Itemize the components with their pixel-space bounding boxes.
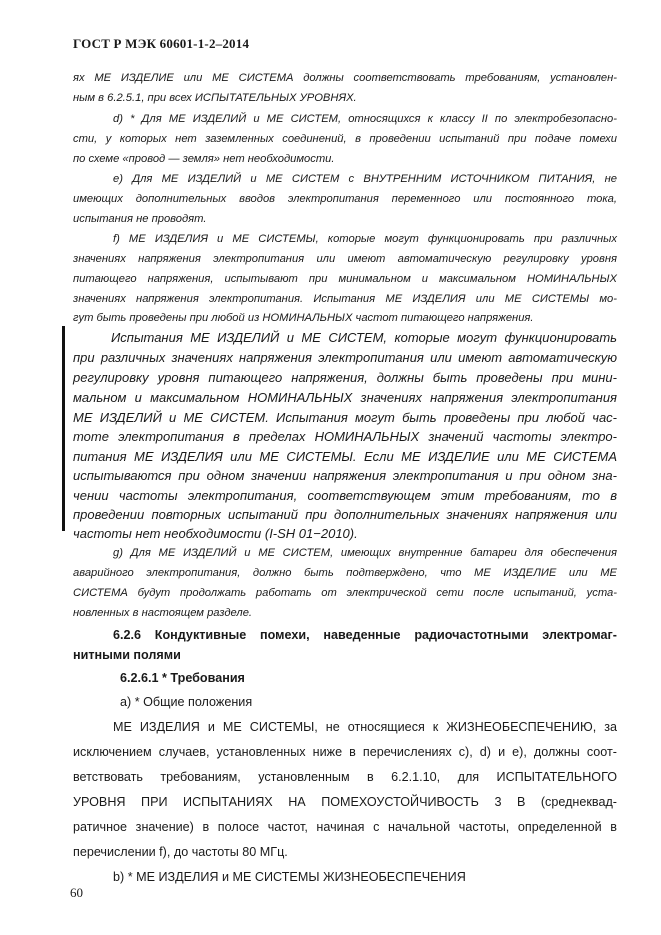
text-line: гут быть проведены при любой из НОМИНАЛЬНЫХ частот питающего напряжения. — [73, 312, 534, 324]
text-line: регулировку уровня питающего напряжения, должны быть проведены при мини- — [73, 370, 617, 385]
text-line: СИСТЕМА будут продолжать работать от электрической сети после испытаний, уста- — [73, 587, 617, 599]
text-line: Испытания МЕ ИЗДЕЛИЙ и МЕ СИСТЕМ, которые могут функционировать — [111, 330, 617, 345]
text-line: d) * Для МЕ ИЗДЕЛИЙ и МЕ СИСТЕМ, относящихся к классу II по электробезопасно- — [113, 113, 617, 125]
text-line: ветствовать требованиям, установленным в 6.2.1.10, для ИСПЫТАТЕЛЬНОГО — [73, 770, 617, 784]
text-line: УРОВНЯ ПРИ ИСПЫТАНИЯХ НА ПОМЕХОУСТОЙЧИВОСТЬ 3 В (среднеквад- — [73, 795, 617, 809]
text-line: значениях напряжения электропитания. Испытания МЕ ИЗДЕЛИЯ или МЕ СИСТЕМЫ мо- — [73, 293, 617, 305]
list-item: b) * МЕ ИЗДЕЛИЯ и МЕ СИСТЕМЫ ЖИЗНЕОБЕСПЕЧЕНИЯ — [113, 870, 466, 884]
text-line: перечислении f), до частоты 80 МГц. — [73, 845, 288, 859]
change-bar — [62, 326, 65, 531]
text-line: имеющих дополнительных вводов электропитания переменного или постоянного тока, — [73, 193, 617, 205]
text-line: испытания не проводят. — [73, 213, 207, 225]
page-number: 60 — [70, 885, 83, 900]
text-line: МЕ ИЗДЕЛИЯ и МЕ СИСТЕМЫ, не относящиеся к ЖИЗНЕОБЕСПЕЧЕНИЮ, за — [113, 720, 617, 734]
section-heading: 6.2.6 Кондуктивные помехи, наведенные радиочастотными электромаг- — [113, 628, 617, 642]
subsection-heading: 6.2.6.1 * Требования — [120, 671, 245, 685]
text-line: f) МЕ ИЗДЕЛИЯ и МЕ СИСТЕМЫ, которые могут функционировать при различных — [113, 233, 617, 245]
text-line: новленных в настоящем разделе. — [73, 607, 253, 619]
list-item: а) * Общие положения — [120, 695, 253, 709]
text-line: исключением случаев, установленных ниже в перечислениях с), d) и е), должны соот- — [73, 745, 617, 759]
text-line: g) Для МЕ ИЗДЕЛИЙ и МЕ СИСТЕМ, имеющих внутренние батареи для обеспечения — [113, 547, 617, 559]
text-line: МЕ ИЗДЕЛИЙ и МЕ СИСТЕМ. Испытания могут быть проведены при любой час- — [73, 410, 617, 425]
text-line: по схеме «провод — земля» нет необходимости. — [73, 153, 335, 165]
text-line: аварийного электропитания, должно быть подтверждено, что МЕ ИЗДЕЛИЕ или МЕ — [73, 567, 617, 579]
text-line: частоты нет необходимости (I-SH 01−2010). — [73, 526, 358, 541]
text-line: мальном и максимальном НОМИНАЛЬНЫХ значениях напряжения электропитания — [73, 390, 617, 405]
text-line: проведении повторных испытаний при дополнительных значениях напряжения или — [73, 507, 617, 522]
text-line: питания МЕ ИЗДЕЛИЯ или МЕ СИСТЕМЫ. Если МЕ ИЗДЕЛИЕ или МЕ СИСТЕМА — [73, 449, 617, 464]
text-line: питающего напряжения, испытывают при минимальном и максимальном НОМИНАЛЬНЫХ — [73, 273, 617, 285]
text-line: чении частоты электропитания, соответствующем этим требованиям, то в — [73, 488, 617, 503]
text-line: испытываются при одном значении напряжения электропитания и при одном зна- — [73, 468, 617, 483]
text-line: ях МЕ ИЗДЕЛИЕ или МЕ СИСТЕМА должны соответствовать требованиям, установлен- — [73, 72, 617, 84]
text-line: значениях напряжения электропитания или имеют автоматическую регулировку уровня — [73, 253, 617, 265]
text-line: ратичное значение) в полосе частот, начиная с начальной частоты, определенной в — [73, 820, 617, 834]
text-line: при различных значениях напряжения электропитания или имеют автоматическую — [73, 350, 617, 365]
text-line: сти, у которых нет заземленных соединений, в проведении испытаний при подаче помехи — [73, 133, 617, 145]
page-header: ГОСТ Р МЭК 60601-1-2–2014 — [73, 36, 250, 51]
text-line: е) Для МЕ ИЗДЕЛИЙ и МЕ СИСТЕМ с ВНУТРЕННИМ ИСТОЧНИКОМ ПИТАНИЯ, не — [113, 173, 617, 185]
text-line: тоте электропитания в пределах НОМИНАЛЬНЫХ значений частоты электро- — [73, 429, 617, 444]
text-line: ным в 6.2.5.1, при всех ИСПЫТАТЕЛЬНЫХ УРОВНЯХ. — [73, 92, 357, 104]
section-heading: нитными полями — [73, 648, 181, 662]
